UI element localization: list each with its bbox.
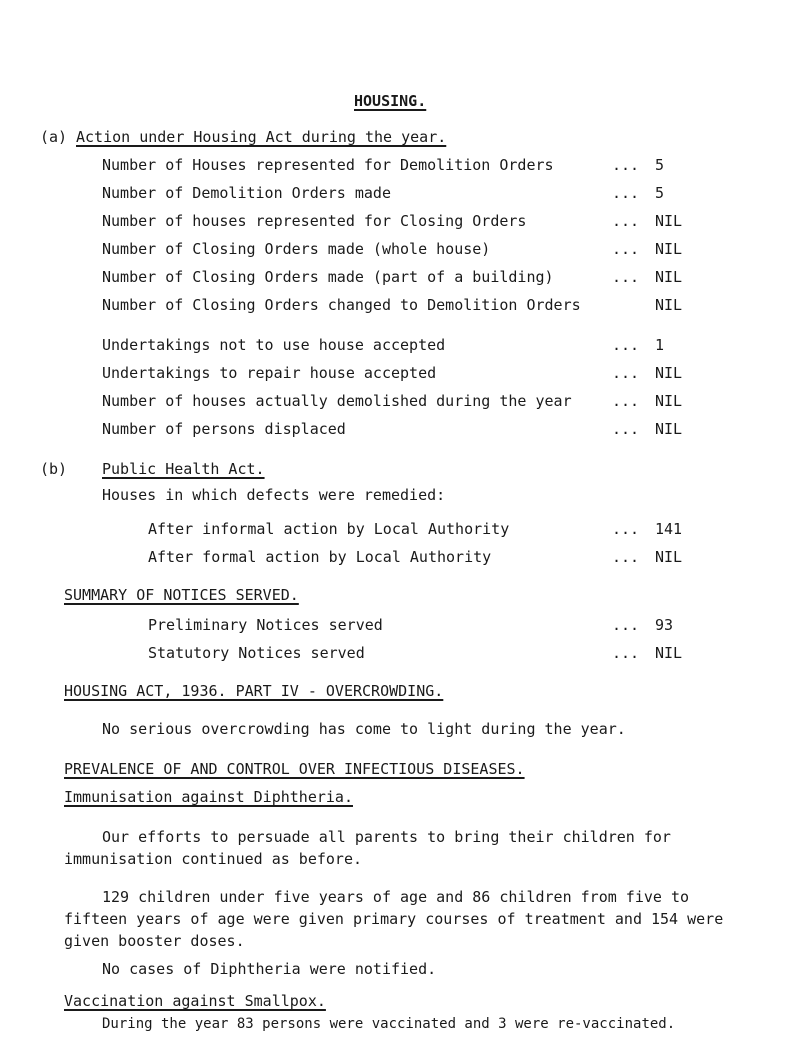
leader-dots: ...: [612, 364, 640, 382]
summary-heading: SUMMARY OF NOTICES SERVED.: [64, 586, 299, 604]
row-value: NIL: [655, 268, 683, 286]
leader-dots: ...: [612, 420, 640, 438]
immunisation-heading: Immunisation against Diphtheria.: [64, 788, 353, 806]
row-value: NIL: [655, 364, 683, 382]
row-label: Number of Closing Orders made (part of a building): [102, 268, 554, 286]
row-label: Number of Closing Orders made (whole house): [102, 240, 491, 258]
section-a-marker: (a): [40, 128, 68, 146]
row-value: 93: [655, 616, 674, 634]
table-row: [102, 336, 665, 356]
row-value: NIL: [655, 240, 683, 258]
leader-dots: ...: [612, 644, 640, 662]
row-label: Preliminary Notices served: [148, 616, 383, 634]
table-row: [102, 268, 683, 288]
row-value: 5: [655, 184, 665, 202]
section-a-heading: Action under Housing Act during the year.: [76, 128, 447, 146]
leader-dots: ...: [612, 156, 640, 174]
vaccination-heading: Vaccination against Smallpox.: [64, 992, 326, 1010]
table-row: [148, 616, 674, 636]
leader-dots: ...: [612, 336, 640, 354]
row-label: After informal action by Local Authority: [148, 520, 510, 538]
row-value: NIL: [655, 548, 683, 566]
row-label: After formal action by Local Authority: [148, 548, 492, 566]
row-label: Number of Houses represented for Demolition Orders: [102, 156, 554, 174]
leader-dots: ...: [612, 548, 640, 566]
row-label: Number of Demolition Orders made: [102, 184, 391, 202]
table-row: [148, 520, 683, 540]
table-row: [102, 240, 683, 260]
leader-dots: ...: [612, 392, 640, 410]
infectious-heading: PREVALENCE OF AND CONTROL OVER INFECTIOUS DISEASES.: [64, 760, 525, 778]
row-label: Number of persons displaced: [102, 420, 346, 438]
leader-dots: ...: [612, 616, 640, 634]
row-value: NIL: [655, 392, 683, 410]
row-label: Undertakings to repair house accepted: [102, 364, 437, 382]
table-row: [102, 420, 683, 440]
section-b-heading: Public Health Act.: [102, 460, 265, 478]
row-value: NIL: [655, 296, 683, 314]
section-b-intro: Houses in which defects were remedied:: [102, 486, 446, 504]
row-label: Number of Closing Orders changed to Demolition Orders: [102, 296, 581, 314]
leader-dots: ...: [612, 212, 640, 230]
row-value: 1: [655, 336, 665, 354]
immunisation-paragraph-1: Our efforts to persuade all parents to bring their children for immunisation continued as before.: [64, 828, 671, 868]
table-row: [102, 364, 683, 384]
table-row: [148, 644, 683, 664]
row-label: Number of houses represented for Closing Orders: [102, 212, 527, 230]
row-value: NIL: [655, 212, 683, 230]
leader-dots: ...: [612, 520, 640, 538]
immunisation-paragraph-2: 129 children under five years of age and 86 children from five to fifteen years of age were given primary courses of treatment and 154 were given booster doses.: [64, 888, 724, 950]
table-row: [102, 212, 683, 232]
table-row: [102, 184, 665, 204]
row-value: 5: [655, 156, 665, 174]
row-value: NIL: [655, 644, 683, 662]
row-label: Statutory Notices served: [148, 644, 365, 662]
vaccination-text: During the year 83 persons were vaccinated and 3 were re-vaccinated.: [102, 1016, 676, 1032]
leader-dots: ...: [612, 268, 640, 286]
page-title: HOUSING.: [354, 92, 427, 110]
section-b-marker: (b): [40, 460, 68, 478]
row-label: Number of houses actually demolished during the year: [102, 392, 572, 410]
table-row: [102, 156, 665, 176]
row-value: NIL: [655, 420, 683, 438]
leader-dots: ...: [612, 240, 640, 258]
table-row: [102, 296, 683, 316]
row-label: Undertakings not to use house accepted: [102, 336, 446, 354]
overcrowding-heading: HOUSING ACT, 1936. PART IV - OVERCROWDING.: [64, 682, 444, 700]
row-value: 141: [655, 520, 683, 538]
leader-dots: ...: [612, 184, 640, 202]
table-row: [102, 392, 683, 412]
table-row: [148, 548, 683, 568]
overcrowding-text: No serious overcrowding has come to light during the year.: [102, 720, 626, 738]
immunisation-paragraph-3: No cases of Diphtheria were notified.: [102, 960, 437, 978]
